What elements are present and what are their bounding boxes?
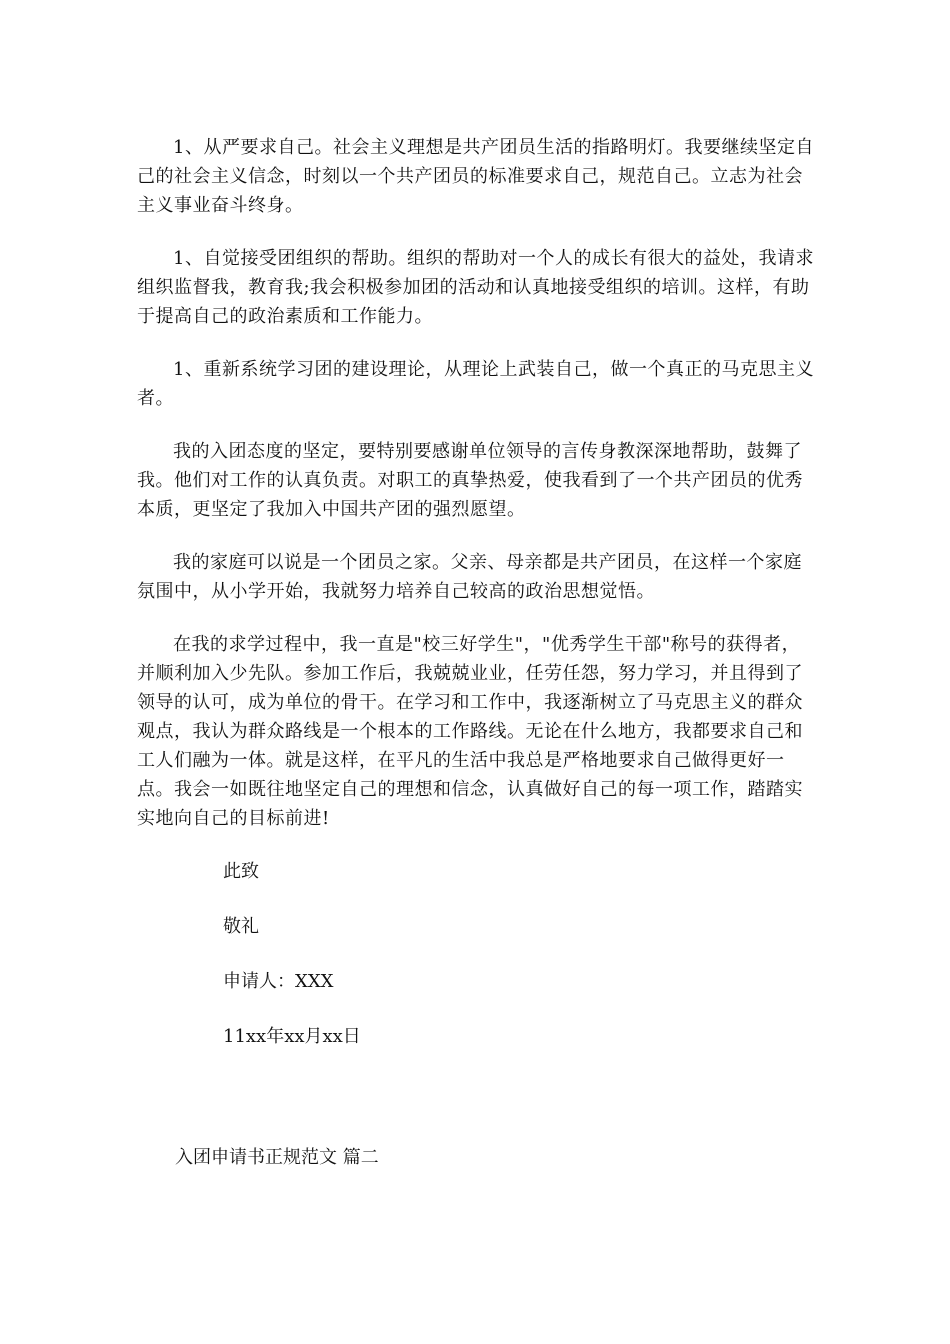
section-title: 入团申请书正规范文 篇二	[175, 1147, 379, 1168]
closing-regards: 敬礼	[223, 916, 259, 937]
closing-salutation: 此致	[223, 861, 259, 882]
applicant-signature: 申请人：XXX	[223, 971, 334, 992]
paragraph-5: 我的家庭可以说是一个团员之家。父亲、母亲都是共产团员，在这样一个家庭氛围中，从小学开始，我就努力培养自己较高的政治思想觉悟。	[137, 552, 802, 602]
paragraph-4: 我的入团态度的坚定，要特别要感谢单位领导的言传身教深深地帮助，鼓舞了我。他们对工作的认真负责。对职工的真挚热爱，使我看到了一个共产团员的优秀本质，更坚定了我加入中国共产团的强烈愿望。	[137, 441, 803, 520]
letter-body	[137, 133, 817, 1051]
paragraph-2: 1、自觉接受团组织的帮助。组织的帮助对一个人的成长有很大的益处，我请求组织监督我，教育我;我会积极参加团的活动和认真地接受组织的培训。这样，有助于提高自己的政治素质和工作能力。	[137, 248, 814, 327]
paragraph-6: 在我的求学过程中，我一直是"校三好学生"，"优秀学生干部"称号的获得者，并顺利加入少先队。参加工作后，我兢兢业业，任劳任怨，努力学习，并且得到了领导的认可，成为单位的骨干。在学习和工作中，我逐渐树立了马克思主义的群众观点，我认为群众路线是一个根本的工作路线。无论在什么地方，我都要求自己和工人们融为一体。就是这样，在平凡的生活中我总是严格地要求自己做得更好一点。我会一如既往地坚定自己的理想和信念，认真做好自己的每一项工作，踏踏实实地向自己的目标前进!	[137, 634, 803, 829]
paragraph-1: 1、从严要求自己。社会主义理想是共产团员生活的指路明灯。我要继续坚定自己的社会主义信念，时刻以一个共产团员的标准要求自己，规范自己。立志为社会主义事业奋斗终身。	[137, 137, 814, 216]
paragraph-3: 1、重新系统学习团的建设理论，从理论上武装自己，做一个真正的马克思主义者。	[137, 359, 814, 409]
application-date: 11xx年xx月xx日	[223, 1026, 361, 1047]
